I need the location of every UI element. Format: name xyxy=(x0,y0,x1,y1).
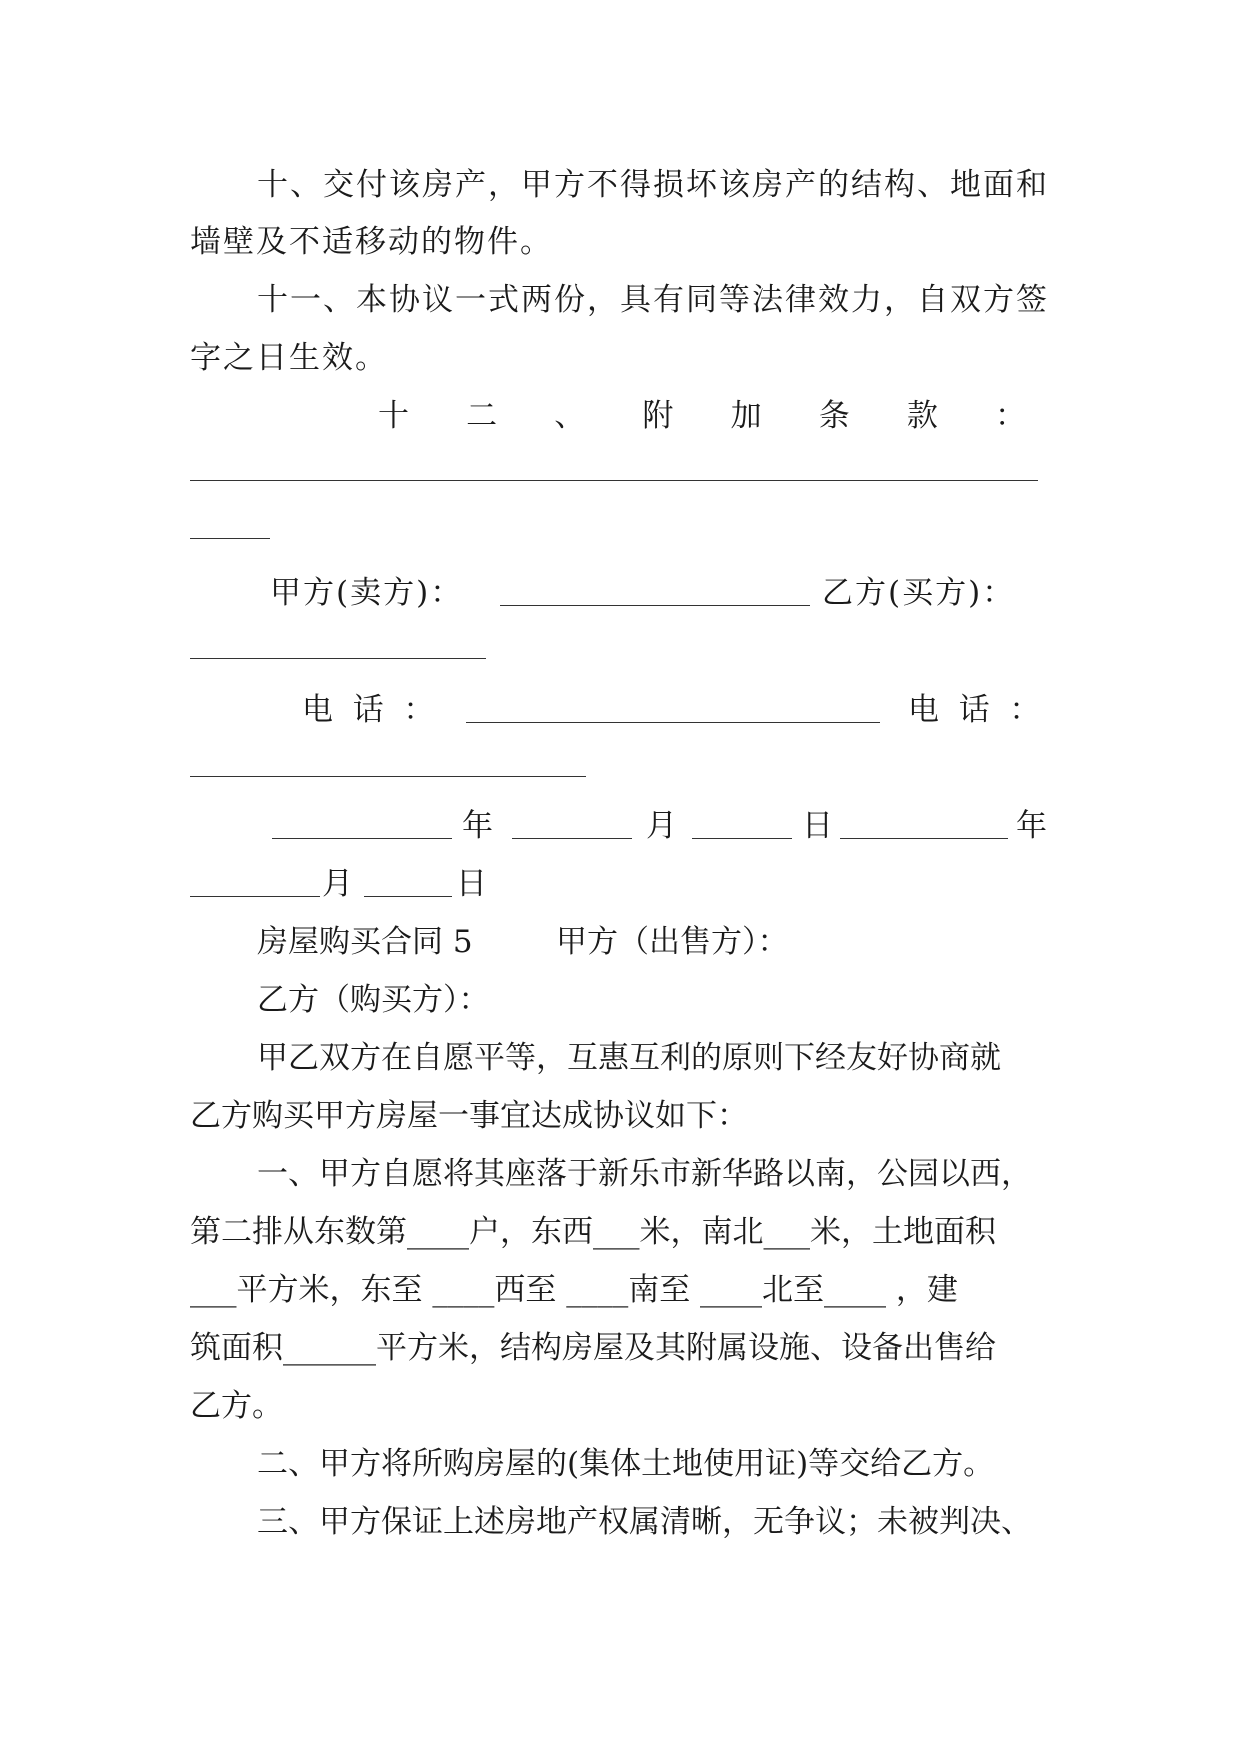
contract-5-buyer-label: 乙方（购买方）： xyxy=(257,982,490,1018)
party-a-phone-blank xyxy=(466,722,880,723)
clause-12-char: 、 xyxy=(554,398,586,434)
party-b-year-label: 年 xyxy=(1016,808,1047,844)
clause-12-char: 十 xyxy=(378,398,409,434)
party-b-signature-blank xyxy=(190,658,486,659)
item-1-line-5: 乙方。 xyxy=(190,1388,283,1424)
party-a-day-blank xyxy=(692,838,792,839)
party-a-year-blank xyxy=(272,838,452,839)
item-1-line-1: 一、甲方自愿将其座落于新乐市新华路以南，公园以西， xyxy=(257,1156,1032,1192)
clause-11-line-1: 十一、本协议一式两份，具有同等法律效力，自双方签 xyxy=(257,282,1049,318)
intro-line-1: 甲乙双方在自愿平等，互惠互利的原则下经友好协商就 xyxy=(257,1040,1001,1076)
additional-terms-blank-line xyxy=(190,480,1038,481)
clause-12-char: 二 xyxy=(466,398,498,434)
item-2: 二、甲方将所购房屋的(集体土地使用证)等交给乙方。 xyxy=(257,1446,995,1482)
party-b-day-label: 日 xyxy=(456,866,487,902)
contract-5-title: 房屋购买合同 5 xyxy=(257,924,473,960)
party-a-phone-label: 电 话 ： xyxy=(302,692,435,728)
clause-11-line-2: 字之日生效。 xyxy=(190,340,388,376)
party-a-year-label: 年 xyxy=(462,808,493,844)
additional-terms-blank-line-continued xyxy=(190,538,270,539)
party-b-month-blank xyxy=(190,896,320,897)
item-1-line-4: 筑面积______平方米，结构房屋及其附属设施、设备出售给 xyxy=(190,1330,996,1366)
clause-12-char: 条 xyxy=(818,398,850,434)
clause-12-char: 附 xyxy=(642,398,674,434)
clause-12-char: ： xyxy=(994,398,1026,434)
clause-12-char: 加 xyxy=(730,398,762,434)
party-a-month-blank xyxy=(512,838,632,839)
clause-10-line-2: 墙壁及不适移动的物件。 xyxy=(190,224,553,260)
item-3: 三、甲方保证上述房地产权属清晰，无争议；未被判决、 xyxy=(257,1504,1032,1540)
clause-12-heading xyxy=(378,396,1026,436)
party-b-year-blank xyxy=(840,838,1008,839)
party-a-seller-label: 甲方(卖方)： xyxy=(270,575,464,611)
party-b-buyer-label: 乙方(买方)： xyxy=(822,575,1016,611)
item-1-line-2: 第二排从东数第____户，东西___米，南北___米，土地面积 xyxy=(190,1214,996,1250)
clause-10-line-1: 十、交付该房产，甲方不得损坏该房产的结构、地面和 xyxy=(257,167,1049,203)
party-a-day-label: 日 xyxy=(802,808,833,844)
intro-line-2: 乙方购买甲方房屋一事宜达成协议如下： xyxy=(190,1098,748,1134)
contract-5-seller-label: 甲方（出售方）： xyxy=(556,924,789,960)
party-a-signature-blank xyxy=(500,605,810,606)
party-b-phone-label: 电 话 ： xyxy=(908,692,1041,728)
party-b-phone-blank xyxy=(190,776,586,777)
item-1-line-3: ___平方米，东至 ____西至 ____南至 ____北至____ ，建 xyxy=(190,1272,958,1308)
party-a-month-label: 月 xyxy=(646,808,677,844)
clause-12-char: 款 xyxy=(906,398,938,434)
party-b-month-label: 月 xyxy=(322,866,353,902)
party-b-day-blank xyxy=(364,896,452,897)
